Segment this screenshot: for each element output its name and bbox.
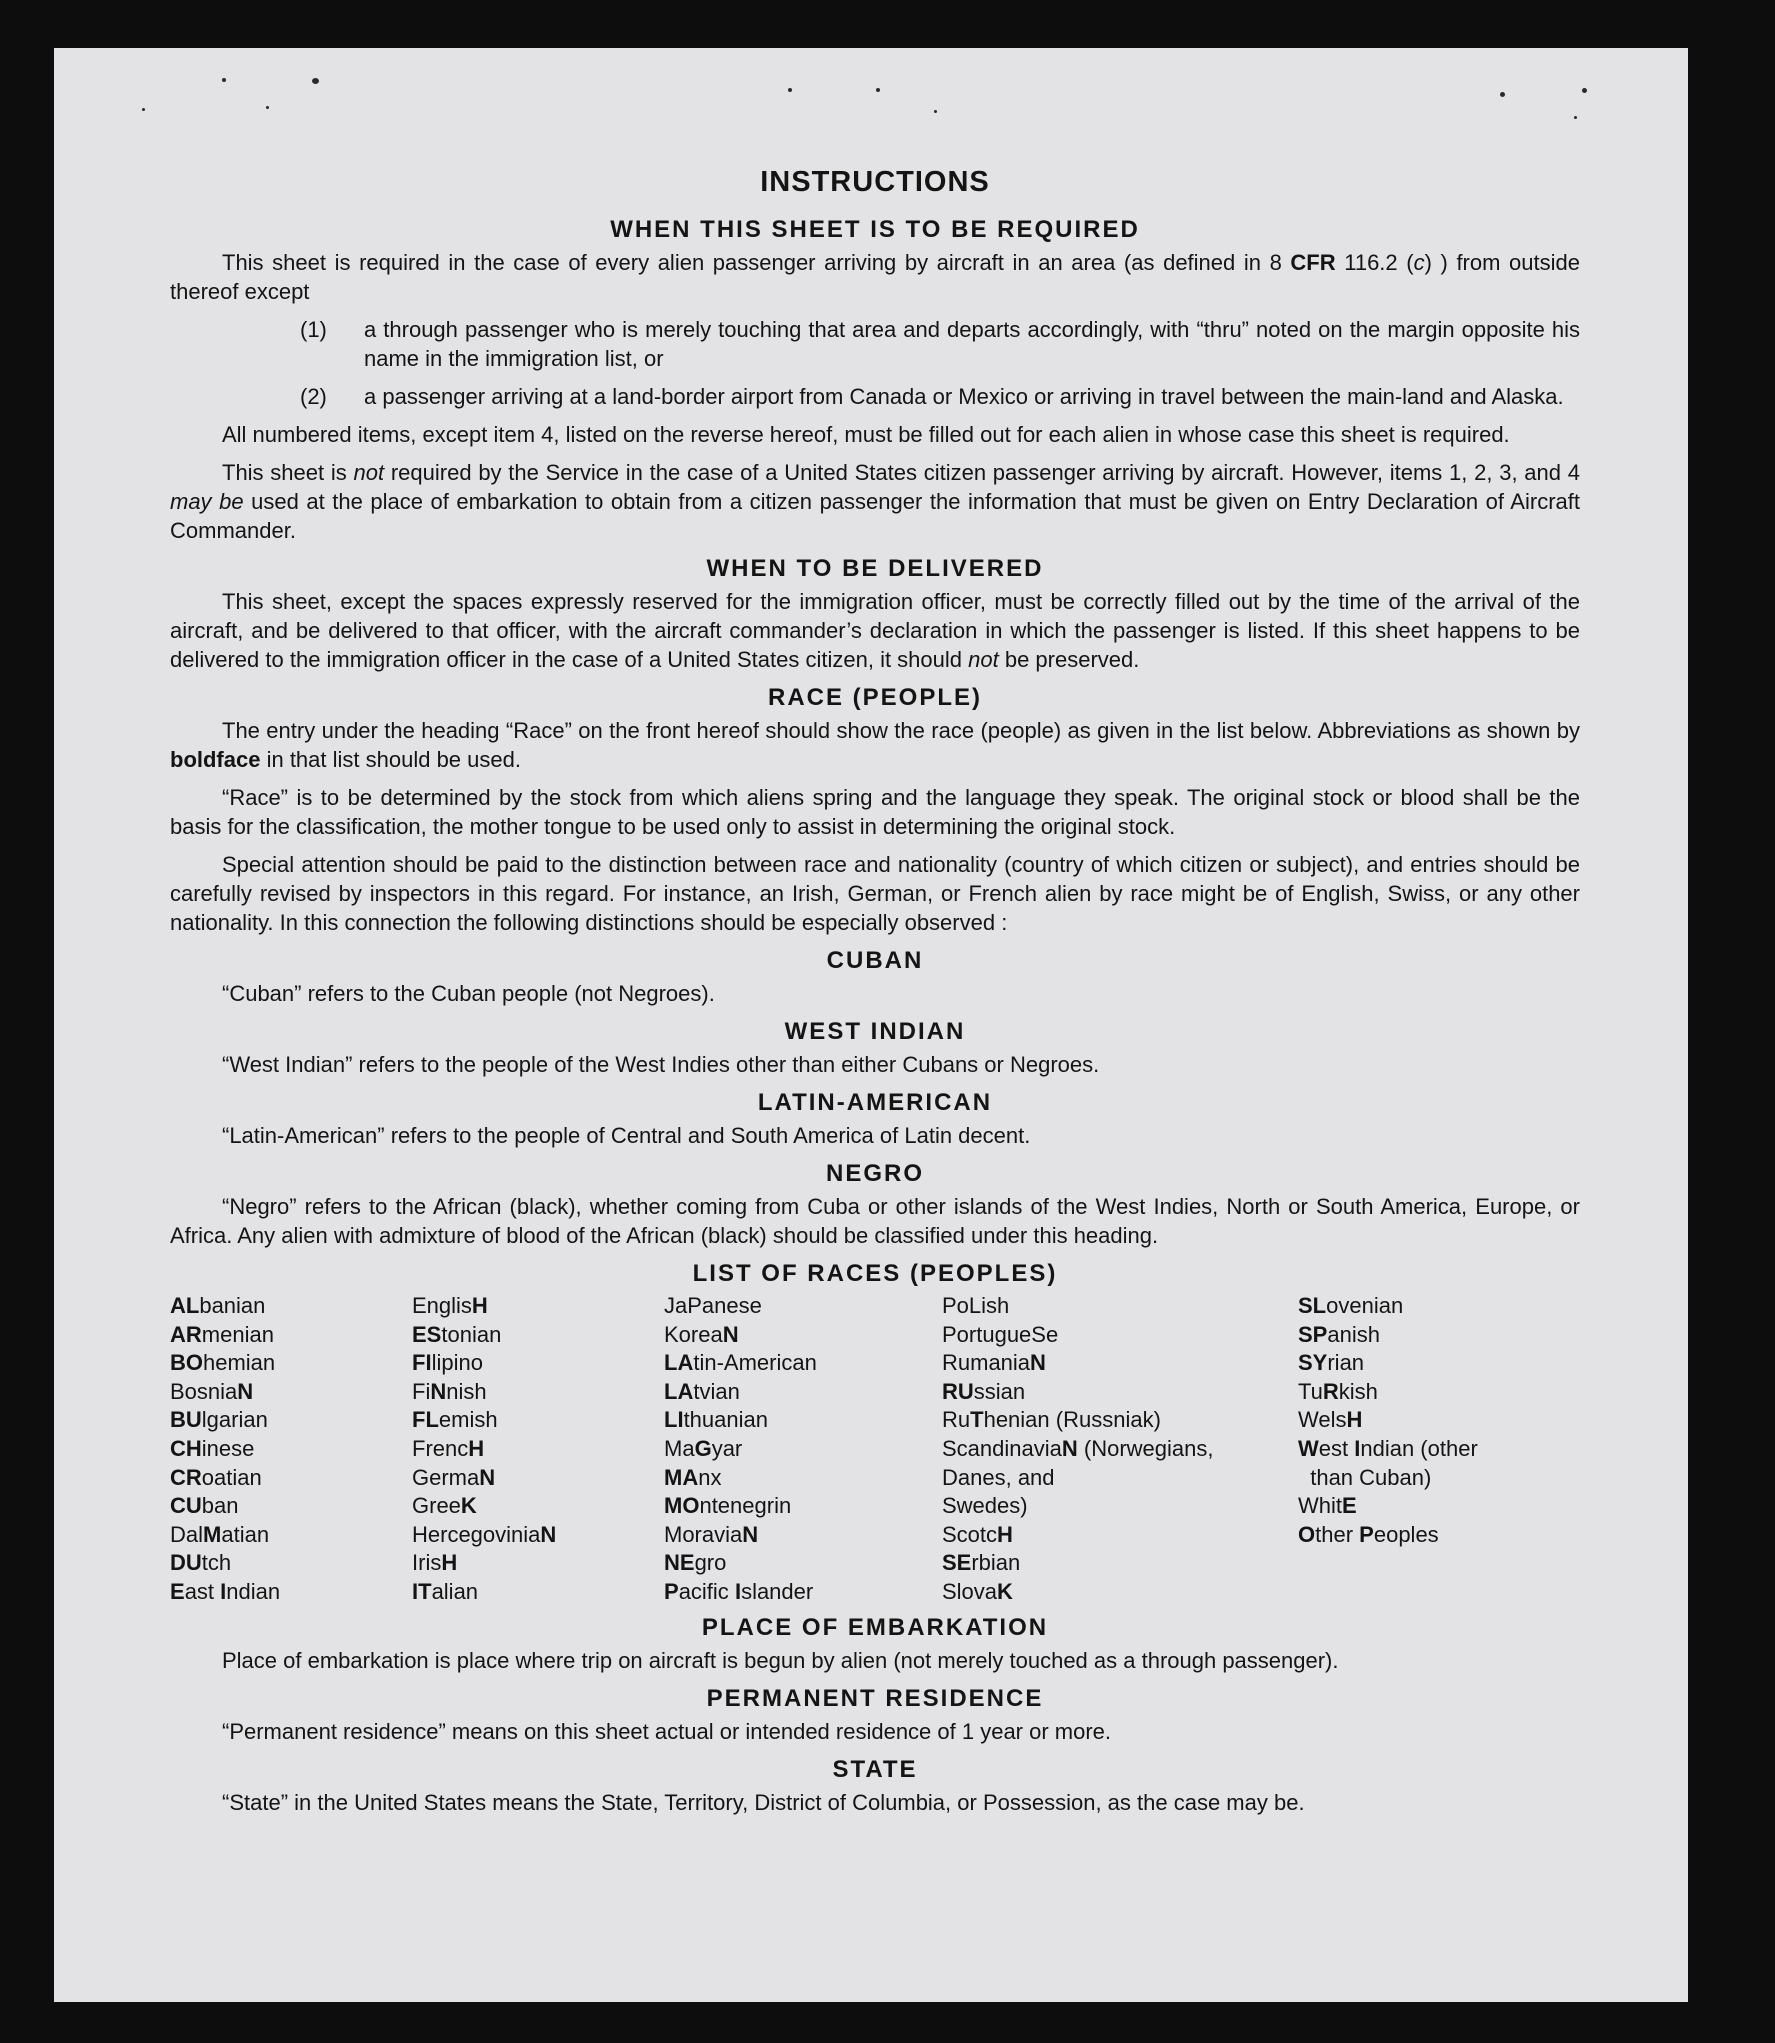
paragraph-west-indian: “West Indian” refers to the people of the West Indies other than either Cubans or Negroes. <box>222 1052 1100 1077</box>
instructions-content <box>170 168 1580 1826</box>
race-entry: East Indian <box>170 1578 281 1604</box>
race-entry: RumaniaN <box>942 1350 1046 1376</box>
race-entry: MOntenegrin <box>664 1493 792 1519</box>
heading-cuban: CUBAN <box>826 947 924 974</box>
paragraph-embarkation: Place of embarkation is place where trip on aircraft is begun by alien (not merely touched as a through passenger). <box>222 1647 1339 1673</box>
race-entry: MAnx <box>664 1464 722 1490</box>
race-entry: Swedes) <box>942 1493 1028 1519</box>
race-entry: SYrian <box>1298 1350 1365 1376</box>
race-entry: FrencH <box>412 1435 485 1461</box>
race-entry: ARmenian <box>170 1321 274 1347</box>
heading-race: RACE (PEOPLE) <box>767 684 982 711</box>
race-entry: RuThenian (Russniak) <box>942 1407 1161 1433</box>
paragraph-cuban: “Cuban” refers to the Cuban people (not Negroes). <box>222 981 715 1006</box>
race-entry: BosniaN <box>170 1378 254 1404</box>
paragraph-race-definition: “Race” is to be determined by the stock from which aliens spring and the language they speak. The original stock or blood shall be the basis for the classification, the mother tongue to be used only to assist in determining the original stock. <box>170 785 1580 839</box>
race-entry: ITalian <box>412 1578 479 1604</box>
race-entry: LAtin-American <box>664 1350 817 1376</box>
paragraph-numbered-items: All numbered items, except item 4, listed on the reverse hereof, must be filled out for each alien in whose case this sheet is required. <box>222 422 1510 447</box>
paragraph-race-entry: The entry under the heading “Race” on the front hereof should show the race (people) as given in the list below. Abbreviations as shown by boldface in that list should be used. <box>170 718 1580 772</box>
exception-item-1: (1) a through passenger who is merely touching that area and departs accordingly, with “thru” noted on the margin opposite his name in the immigration list, or <box>300 317 1580 371</box>
paragraph-delivery: This sheet, except the spaces expressly reserved for the immigration officer, must be correctly filled out by the time of the arrival of the aircraft, and be delivered to that officer, with the aircraft commander’s declaration in which the passenger is listed. If this sheet happens to be delivered to the immigration officer in the case of a United States citizen, it should not be preserved. <box>170 589 1580 672</box>
heading-list-of-races: LIST OF RACES (PEOPLES) <box>692 1260 1058 1287</box>
race-entry: WelsH <box>1298 1407 1363 1433</box>
race-entry: FiNnish <box>412 1378 487 1404</box>
race-entry: GermaN <box>412 1464 496 1490</box>
race-entry: JaPanese <box>664 1293 762 1318</box>
race-column <box>1298 1292 1558 1607</box>
paragraph-residence: “Permanent residence” means on this sheet actual or intended residence of 1 year or more. <box>222 1718 1112 1744</box>
race-entry: EStonian <box>412 1321 502 1347</box>
heading-negro: NEGRO <box>825 1160 924 1187</box>
race-entry: PortugueSe <box>942 1321 1059 1347</box>
race-entry: TuRkish <box>1298 1378 1378 1404</box>
race-entry: West Indian (other <box>1298 1435 1478 1461</box>
race-entry: SErbian <box>942 1550 1021 1576</box>
heading-permanent-residence: PERMANENT RESIDENCE <box>706 1684 1044 1712</box>
race-entry: GreeK <box>412 1493 477 1519</box>
race-column <box>664 1292 942 1607</box>
race-entry: LAtvian <box>664 1378 740 1404</box>
race-entry: Other Peoples <box>1298 1521 1439 1547</box>
race-entry: CRoatian <box>170 1464 262 1490</box>
race-entry: Pacific Islander <box>664 1578 814 1604</box>
race-entry: EnglisH <box>412 1293 488 1318</box>
race-entry: SPanish <box>1298 1321 1380 1347</box>
race-entry: PoLish <box>942 1293 1010 1318</box>
paragraph-negro: “Negro” refers to the African (black), whether coming from Cuba or other islands of the West Indies, North or South America, Europe, or Africa. Any alien with admixture of blood of the African (black) should be classified under this heading. <box>170 1194 1580 1248</box>
race-entry: RUssian <box>942 1378 1026 1404</box>
race-entry: IrisH <box>412 1550 458 1576</box>
race-entry: MoraviaN <box>664 1521 759 1547</box>
race-entry: Danes, and <box>942 1464 1055 1490</box>
race-entry: BOhemian <box>170 1350 276 1376</box>
race-entry: FIlipino <box>412 1350 483 1376</box>
race-entry: SLovenian <box>1298 1293 1404 1318</box>
paragraph-state: “State” in the United States means the State, Territory, District of Columbia, or Possession, as the case may be. <box>222 1789 1305 1815</box>
race-entry: ScotcH <box>942 1521 1013 1547</box>
race-entry: WhitE <box>1298 1493 1357 1519</box>
heading-when-delivered: WHEN TO BE DELIVERED <box>706 555 1044 582</box>
race-entry: NEgro <box>664 1550 727 1576</box>
race-column <box>170 1292 412 1607</box>
page-title: INSTRUCTIONS <box>760 166 990 198</box>
race-entry: ALbanian <box>170 1293 266 1318</box>
race-entry: ScandinaviaN (Norwegians, <box>942 1435 1214 1461</box>
race-entry: MaGyar <box>664 1435 743 1461</box>
heading-when-required: WHEN THIS SHEET IS TO BE REQUIRED <box>610 216 1140 243</box>
race-entry: DUtch <box>170 1550 232 1576</box>
paragraph-latin-american: “Latin-American” refers to the people of Central and South America of Latin decent. <box>222 1123 1031 1148</box>
document-sheet <box>54 48 1688 2002</box>
paragraph-race-nationality: Special attention should be paid to the distinction between race and nationality (country of which citizen or subject), and entries should be carefully revised by inspectors in this regard. For instance, an Irish, German, or French alien by race might be of English, Swiss, or any other nationality. In this connection the following distinctions should be especially observed : <box>170 852 1580 935</box>
paragraph-required-intro: This sheet is required in the case of every alien passenger arriving by aircraft in an area (as defined in 8 CFR 116.2 (c) ) from outside thereof except <box>170 250 1580 304</box>
race-list <box>170 1292 1580 1607</box>
race-entry: FLemish <box>412 1407 498 1433</box>
race-entry: SlovaK <box>942 1578 1013 1604</box>
race-entry: BUlgarian <box>170 1407 268 1433</box>
race-entry: CUban <box>170 1493 239 1519</box>
race-entry: DalMatian <box>170 1521 270 1547</box>
race-entry: HercegoviniaN <box>412 1521 557 1547</box>
heading-state: STATE <box>832 1755 918 1783</box>
race-column <box>412 1292 664 1607</box>
heading-latin-american: LATIN-AMERICAN <box>757 1089 993 1116</box>
paragraph-citizen-passenger: This sheet is not required by the Service in the case of a United States citizen passenger arriving by aircraft. However, items 1, 2, 3, and 4 may be used at the place of embarkation to obtain from a citizen passenger the information that must be given on Entry Declaration of Aircraft Commander. <box>170 460 1580 543</box>
exception-item-2: (2) a passenger arriving at a land-border airport from Canada or Mexico or arriving in travel between the main-land and Alaska. <box>300 384 1564 409</box>
race-column <box>942 1292 1298 1607</box>
heading-place-of-embarkation: PLACE OF EMBARKATION <box>701 1613 1049 1641</box>
race-entry: KoreaN <box>664 1321 739 1347</box>
heading-west-indian: WEST INDIAN <box>784 1018 966 1045</box>
race-entry: LIthuanian <box>664 1407 768 1433</box>
race-entry: CHinese <box>170 1435 255 1461</box>
race-entry: than Cuban) <box>1298 1464 1432 1490</box>
